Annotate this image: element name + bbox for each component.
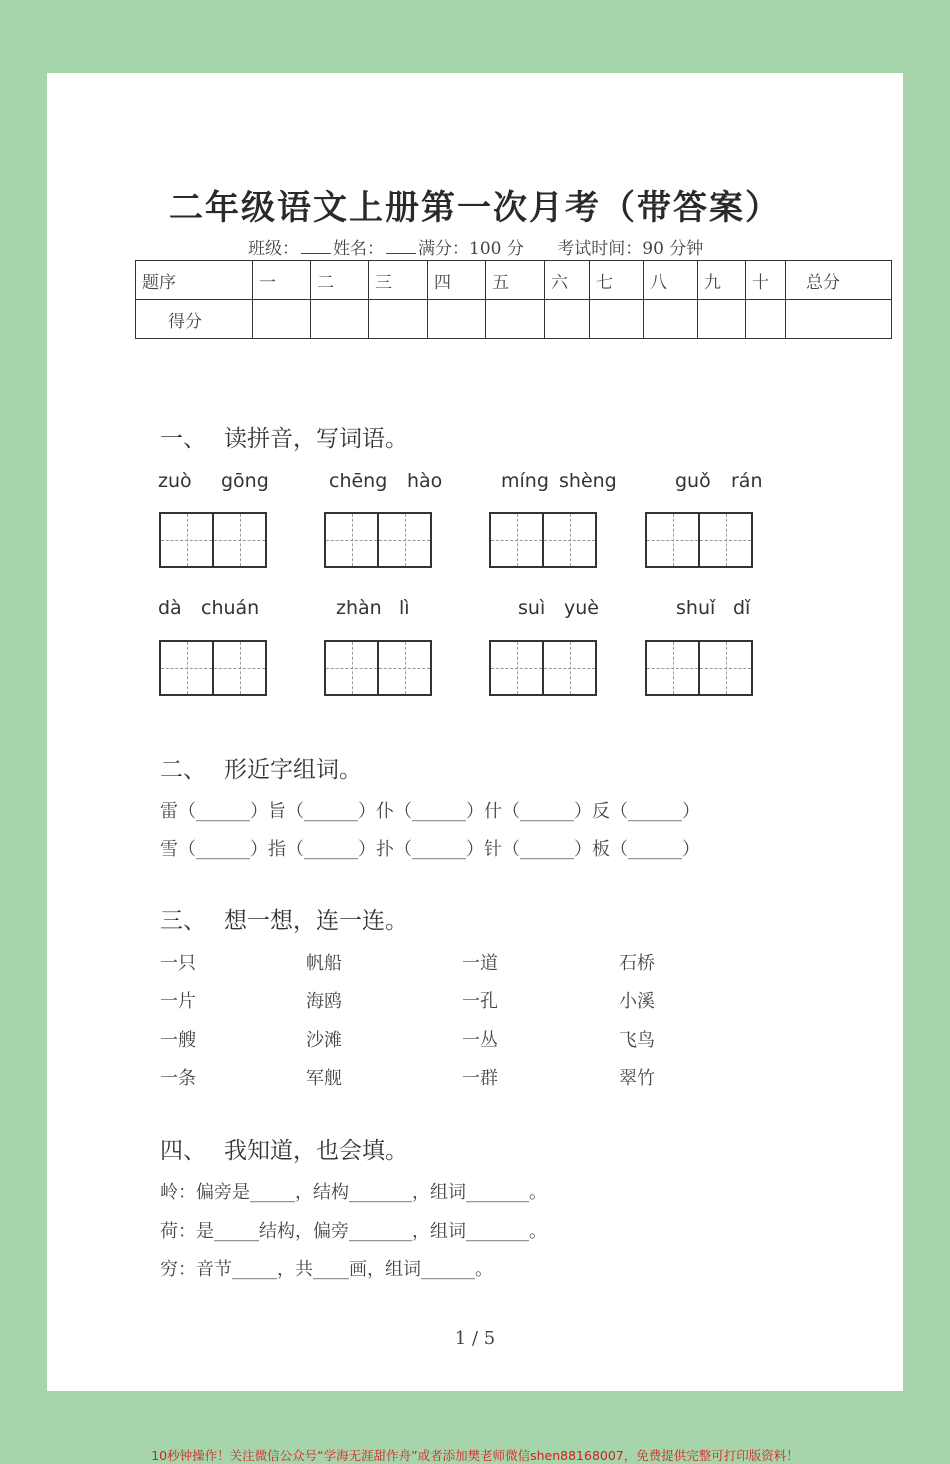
score-cell[interactable]	[786, 300, 892, 339]
word-group-row: 雷（______）旨（______）仆（______）什（______）反（______）	[160, 801, 700, 822]
pinyin-syllable: shuǐ	[676, 597, 716, 619]
writing-grid[interactable]	[159, 512, 267, 568]
score-cell[interactable]	[698, 300, 746, 339]
section-4-heading	[160, 1132, 408, 1165]
pinyin-syllable: gōng	[221, 470, 269, 492]
section-number: 二、	[160, 757, 206, 783]
match-item: 小溪	[619, 991, 655, 1012]
writing-grid[interactable]	[159, 640, 267, 696]
writing-grid[interactable]	[324, 512, 432, 568]
match-item: 一丛	[462, 1030, 498, 1051]
section-title: 形近字组词。	[224, 757, 362, 783]
fill-in-line: 岭：偏旁是_____，结构_______，组词_______。	[160, 1182, 547, 1203]
score-cell[interactable]	[311, 300, 369, 339]
match-item: 一艘	[160, 1030, 196, 1051]
pinyin-syllable: yuè	[564, 597, 599, 619]
match-item: 一孔	[462, 991, 498, 1012]
full-score-label: 满分：100 分	[418, 239, 524, 259]
section-number: 三、	[160, 908, 206, 934]
pinyin-syllable: zhàn	[336, 597, 382, 619]
pinyin-syllable: rán	[731, 470, 763, 492]
pinyin-syllable: lì	[399, 597, 410, 619]
header-cell: 题序	[136, 261, 253, 300]
pinyin-syllable: zuò	[158, 470, 192, 492]
pinyin-syllable: chēng	[329, 470, 388, 492]
score-cell[interactable]	[486, 300, 545, 339]
match-item: 军舰	[306, 1068, 342, 1089]
score-cell[interactable]	[545, 300, 590, 339]
match-item: 海鸥	[306, 991, 342, 1012]
match-item: 石桥	[619, 953, 655, 974]
section-number: 一、	[160, 426, 206, 452]
score-cell[interactable]	[253, 300, 311, 339]
header-cell: 七	[590, 261, 644, 300]
match-item: 翠竹	[619, 1068, 655, 1089]
match-item: 一片	[160, 991, 196, 1012]
header-cell: 九	[698, 261, 746, 300]
header-cell: 三	[369, 261, 428, 300]
pinyin-syllable: chuán	[201, 597, 260, 619]
score-cell[interactable]	[369, 300, 428, 339]
pinyin-syllable: dà	[158, 597, 182, 619]
name-label: 姓名：	[333, 239, 384, 259]
score-row-label: 得分	[136, 300, 253, 339]
header-cell: 总分	[786, 261, 892, 300]
match-item: 一条	[160, 1068, 196, 1089]
header-cell: 十	[746, 261, 786, 300]
section-3-heading	[160, 902, 408, 935]
name-blank	[386, 239, 416, 254]
header-cell: 四	[428, 261, 486, 300]
match-item: 一道	[462, 953, 498, 974]
fill-in-line: 荷：是_____结构，偏旁_______，组词_______。	[160, 1221, 547, 1242]
match-item: 飞鸟	[619, 1030, 655, 1051]
pinyin-syllable: hào	[407, 470, 443, 492]
exam-meta	[248, 234, 703, 259]
pinyin-syllable: míng	[501, 470, 549, 492]
writing-grid[interactable]	[489, 640, 597, 696]
exam-time-label: 考试时间：90 分钟	[557, 239, 704, 259]
section-2-heading	[160, 751, 362, 784]
pinyin-syllable: suì	[518, 597, 546, 619]
match-item: 沙滩	[306, 1030, 342, 1051]
writing-grid[interactable]	[645, 640, 753, 696]
header-cell: 一	[253, 261, 311, 300]
word-group-row: 雪（______）指（______）扑（______）针（______）板（______）	[160, 839, 700, 860]
page-number: 1 / 5	[454, 1328, 496, 1349]
class-label: 班级：	[248, 239, 299, 259]
score-cell[interactable]	[590, 300, 644, 339]
section-1-heading	[160, 420, 408, 453]
class-blank	[301, 239, 331, 254]
section-number: 四、	[160, 1138, 206, 1164]
score-table	[135, 260, 892, 339]
match-item: 一群	[462, 1068, 498, 1089]
promo-footer: 10秒钟操作！关注微信公众号“学海无涯甜作舟”或者添加樊老师微信shen88168007，免费提供完整可打印版资料！	[151, 1448, 799, 1463]
fill-in-line: 穷：音节_____，共____画，组词______。	[160, 1259, 493, 1280]
match-item: 一只	[160, 953, 196, 974]
writing-grid[interactable]	[489, 512, 597, 568]
score-table-score-row	[136, 300, 892, 339]
page-title: 二年级语文上册第一次月考（带答案）	[169, 188, 781, 228]
score-cell[interactable]	[746, 300, 786, 339]
score-cell[interactable]	[644, 300, 698, 339]
section-title: 读拼音，写词语。	[224, 426, 408, 452]
writing-grid[interactable]	[324, 640, 432, 696]
pinyin-syllable: dǐ	[733, 597, 751, 619]
score-cell[interactable]	[428, 300, 486, 339]
pinyin-syllable: guǒ	[675, 470, 711, 492]
match-item: 帆船	[306, 953, 342, 974]
pinyin-syllable: shèng	[559, 470, 617, 492]
header-cell: 八	[644, 261, 698, 300]
header-cell: 五	[486, 261, 545, 300]
section-title: 我知道，也会填。	[224, 1138, 408, 1164]
header-cell: 二	[311, 261, 369, 300]
score-table-header-row	[136, 261, 892, 300]
writing-grid[interactable]	[645, 512, 753, 568]
header-cell: 六	[545, 261, 590, 300]
section-title: 想一想，连一连。	[224, 908, 408, 934]
